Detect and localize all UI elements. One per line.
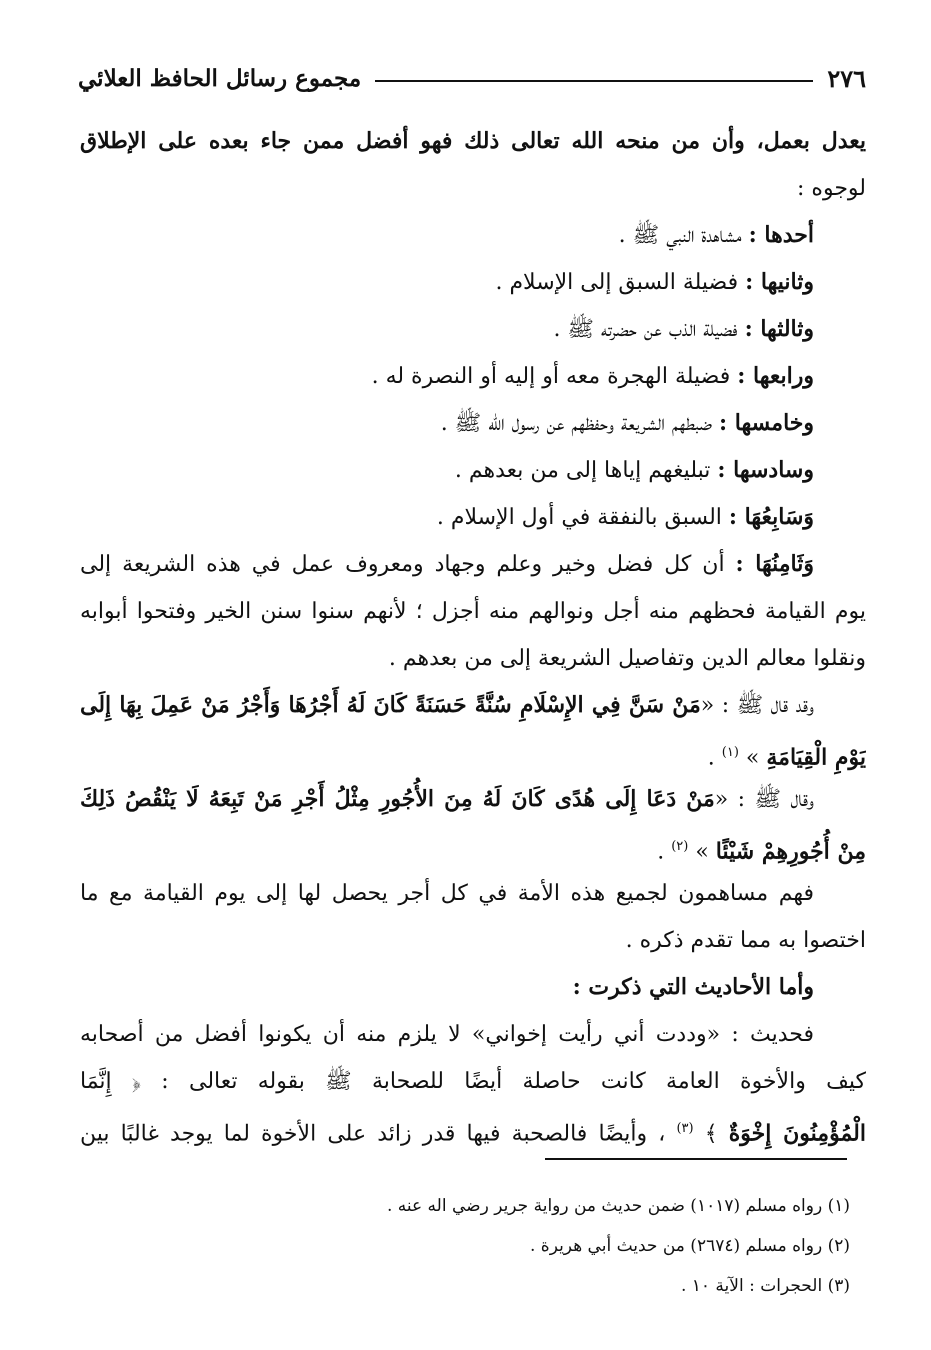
main-text — [80, 118, 866, 1152]
text-line — [80, 588, 866, 635]
line-text: فهم مساهمون لجميع هذه الأمة في كل أجر يحصل لها إلى يوم القيامة مع ما — [80, 881, 814, 906]
bold-label: وخامسها : — [719, 410, 814, 436]
line-text: اختصوا به مما تقدم ذكره . — [625, 928, 866, 953]
text-line — [80, 306, 866, 353]
text-line — [80, 494, 866, 541]
footnotes — [80, 1186, 850, 1306]
bold-label: وسادسها : — [717, 457, 814, 483]
line-text: مشاهدة النبي ﷺ . — [618, 223, 749, 248]
footnote-ref: (٢) — [671, 839, 689, 854]
bold-label: وَثَامِنُهَا : — [735, 551, 815, 577]
line-text: » — [738, 745, 767, 771]
line-text-trailing: . — [657, 839, 672, 865]
line-text-trailing: ، وأيضًا فالصحبة فيها قدر زائد على الأخوة لما يوجد غالبًا بين — [80, 1121, 677, 1147]
text-line — [80, 917, 866, 964]
footnote-ref: (١) — [721, 745, 739, 760]
line-text: فحديث : «وددت أني رأيت إخواني» لا يلزم منه أن يكونوا أفضل من أصحابه — [80, 1022, 814, 1047]
book-title: مجموع رسائل الحافظ العلائي — [78, 64, 362, 92]
quoted-hadith: مَنْ دَعَا إِلَى هُدًى كَانَ لَهُ مِنَ الأُجُورِ مِثْلُ أَجْرِ مَنْ تَبِعَهُ لَا يَنْقُصُ ذَلِكَ — [80, 786, 715, 812]
line-text: السبق بالنفقة في أول الإسلام . — [436, 505, 729, 530]
text-line — [80, 1105, 866, 1152]
text-line — [80, 870, 866, 917]
bold-label: أحدها : — [748, 222, 814, 248]
text-line — [80, 118, 866, 165]
text-line — [80, 635, 866, 682]
line-text: ونقلوا معالم الدين وتفاصيل الشريعة إلى من بعدهم . — [388, 646, 866, 671]
bold-label: وَسَابِعُهَا : — [728, 504, 814, 530]
text-line — [80, 353, 866, 400]
line-text-trailing: . — [707, 745, 722, 771]
text-line — [80, 259, 866, 306]
quoted-hadith: يَوْمِ الْقِيَامَةِ — [766, 744, 866, 771]
page-number: ٢٧٦ — [827, 63, 866, 93]
footnote-separator — [545, 1158, 847, 1160]
line-text: ضبطهم الشريعة وحفظهم عن رسول الله ﷺ . — [440, 411, 720, 436]
header-rule — [375, 80, 813, 82]
line-text: » — [688, 839, 716, 865]
line-text: ﴾ — [693, 1121, 729, 1147]
text-line — [80, 964, 866, 1011]
text-line — [80, 823, 866, 870]
bold-label: وأما الأحاديث التي ذكرت : — [572, 974, 814, 1000]
text-line — [80, 541, 866, 588]
text-line — [80, 212, 866, 259]
line-text: أن كل فضل وخير وعلم وجهاد ومعروف عمل في هذه الشريعة إلى — [80, 552, 736, 577]
text-line — [80, 776, 866, 823]
line-text: تبليغهم إياها إلى من بعدهم . — [454, 458, 718, 483]
text-line — [80, 400, 866, 447]
line-text: وقد قال ﷺ : « — [700, 693, 814, 718]
page-header — [78, 58, 866, 98]
footnote-ref: (٣) — [676, 1121, 694, 1136]
text-line — [80, 1058, 866, 1105]
line-text: فضيلة السبق إلى الإسلام . — [495, 270, 746, 295]
footnote: (١) رواه مسلم (١٠١٧) ضمن حديث من رواية جرير رضي اله عنه . — [386, 1196, 850, 1216]
bold-label: وثانيها : — [745, 269, 814, 295]
line-text: وقال ﷺ : « — [714, 787, 814, 812]
footnote: (٢) رواه مسلم (٢٦٧٤) من حديث أبي هريرة . — [529, 1236, 850, 1256]
text-line — [80, 447, 866, 494]
quoted-hadith: مِنْ أُجُورِهِمْ شَيْئًا — [715, 838, 866, 865]
text-line — [80, 165, 866, 212]
line-text: فضيلة الذب عن حضرته ﷺ . — [553, 317, 745, 342]
line-text: فضيلة الهجرة معه أو إليه أو النصرة له . — [371, 364, 738, 389]
text-line — [80, 1011, 866, 1058]
line-text: كيف والأخوة العامة كانت حاصلة أيضًا للصحابة ﷺ بقوله تعالى : ﴿ إِنَّمَا — [80, 1069, 866, 1094]
line-text: يوم القيامة فحظهم منه أجل ونوالهم منه أجزل ؛ لأنهم سنوا سنن الخير وفتحوا أبوابه — [80, 599, 866, 624]
quoted-hadith: الْمُؤْمِنُونَ إِخْوَةٌ — [728, 1120, 866, 1147]
bold-label: يعدل بعمل، وأن من منحه الله تعالى ذلك فهو أفضل ممن جاء بعده على الإطلاق — [80, 128, 866, 154]
line-text: لوجوه : — [797, 176, 866, 201]
quoted-hadith: مَنْ سَنَّ فِي الإِسْلَامِ سُنَّةً حَسَنَةً كَانَ لَهُ أَجْرُهَا وَأَجْرُ مَنْ عَمِلَ بِهَا إِلَى — [80, 692, 701, 718]
text-line — [80, 682, 866, 729]
footnote: (٣) الحجرات : الآية ١٠ . — [680, 1276, 850, 1296]
bold-label: ورابعها : — [737, 363, 814, 389]
text-line — [80, 729, 866, 776]
bold-label: وثالثها : — [744, 316, 814, 342]
